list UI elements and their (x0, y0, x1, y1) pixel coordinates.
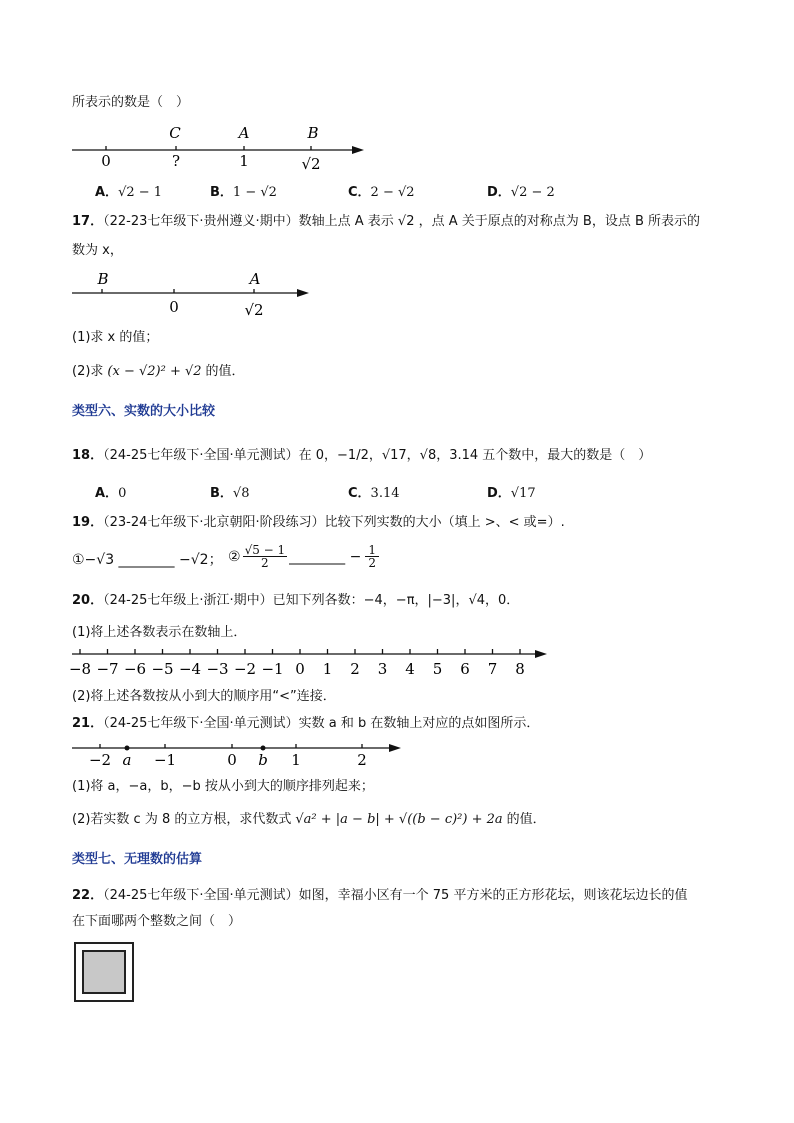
section-heading-type6: 类型六、实数的大小比较 (72, 404, 216, 419)
q16-tick-sqrt2: √2 (301, 155, 321, 173)
blank-line: ________ − (289, 548, 362, 565)
q16-number-line (66, 120, 376, 175)
q17-line2: 数为 x， (72, 243, 123, 258)
q20-tick-label: −1 (261, 660, 284, 678)
question-number: 18． (72, 448, 104, 463)
q18-choice-a[interactable] (95, 487, 126, 500)
q20-tick-label: 7 (487, 660, 498, 678)
q20-tick-label: 4 (405, 660, 415, 678)
choice-letter: C． (348, 185, 371, 200)
item-marker: ② (228, 548, 241, 565)
q16-point-a: A (238, 124, 250, 142)
choice-text: 2 − √2 (370, 185, 415, 200)
q16-choice-c[interactable] (348, 186, 415, 199)
fraction (365, 544, 379, 569)
fraction-denominator: 2 (368, 556, 376, 570)
question-text: （23-24七年级下·北京朝阳·阶段练习）比较下列实数的大小（填上 >、< 或=）. (103, 515, 565, 530)
q20-part1: (1)将上述各数表示在数轴上． (72, 625, 247, 640)
fraction-numerator: 1 (365, 544, 379, 557)
part-prefix: (2)求 (72, 364, 104, 379)
choice-letter: A． (95, 486, 119, 501)
question-number: 19． (72, 515, 104, 530)
q16-choice-a[interactable] (95, 186, 162, 199)
q17-part1: (1)求 x 的值； (72, 330, 159, 345)
q16-point-b: B (307, 124, 319, 142)
q18-text (72, 449, 651, 462)
q17-point-a: A (249, 270, 261, 288)
flower-bed-inner-square (82, 950, 126, 994)
q20-tick-label: −5 (151, 660, 174, 678)
q21-text (72, 717, 539, 730)
question-text: （24-25七年级下·全国·单元测试）如图，幸福小区有一个 75 平方米的正方形花坛，则该花坛边长的值 (103, 888, 688, 903)
q17-point-b: B (97, 270, 109, 288)
q16-tick-question: ? (171, 152, 181, 170)
q16-tick-1: 1 (239, 152, 249, 170)
question-text: （24-25七年级下·全国·单元测试）在 0，−1/2，√17，√8，3.14 五个数中，最大的数是（ ） (103, 448, 652, 463)
q20-tick-label: −3 (206, 660, 229, 678)
choice-text: 1 − √2 (232, 185, 277, 200)
fraction (243, 544, 288, 569)
choice-letter: D． (487, 185, 511, 200)
q21-point-b (261, 746, 266, 751)
choice-text: 0 (118, 486, 127, 501)
choice-letter: A． (95, 185, 119, 200)
q21-point-a (125, 746, 130, 751)
section-heading-type7: 类型七、无理数的估算 (72, 852, 203, 867)
q18-choice-d[interactable] (487, 487, 536, 500)
choice-text: 3.14 (370, 486, 400, 501)
q19-text (72, 516, 565, 529)
choice-letter: D． (487, 486, 511, 501)
q16-tick-0: 0 (101, 152, 111, 170)
part-prefix: (2)若实数 c 为 8 的立方根，求代数式 (72, 812, 292, 827)
q20-number-line (66, 642, 556, 682)
q20-tick-label: 6 (460, 660, 470, 678)
q21-number-line (66, 738, 406, 772)
choice-text: √2 − 2 (510, 185, 555, 200)
q18-choice-c[interactable] (348, 487, 400, 500)
question-text: （24-25七年级上·浙江·期中）已知下列各数：−4，−π，|−3|，√4，0． (103, 593, 520, 608)
q21-part2 (72, 813, 546, 826)
q16-choice-b[interactable] (210, 186, 277, 199)
q16-point-c: C (169, 124, 181, 142)
q17-line1 (72, 215, 700, 228)
q16-stem-tail: 所表示的数是（ ） (72, 95, 190, 110)
question-text: （24-25七年级下·全国·单元测试）实数 a 和 b 在数轴上对应的点如图所示． (103, 716, 540, 731)
part-expression: (x − √2)² + √2 (107, 364, 202, 379)
question-text: （22-23七年级下·贵州遵义·期中）数轴上点 A 表示 √2 ，点 A 关于原点的对称点为 B，设点 B 所表示的 (103, 214, 701, 229)
q20-tick-label: 8 (515, 660, 525, 678)
q18-choice-b[interactable] (210, 487, 249, 500)
q17-number-line (66, 268, 316, 320)
fraction-numerator: √5 − 1 (244, 543, 286, 557)
part-suffix: 的值． (506, 812, 546, 827)
q20-text (72, 594, 519, 607)
q17-tick-0: 0 (169, 298, 179, 316)
q22-line2: 在下面哪两个整数之间（ ） (72, 914, 242, 929)
choice-text: √2 − 1 (118, 185, 163, 200)
question-number: 21． (72, 716, 104, 731)
q21-part1: (1)将 a，−a，b，−b 按从小到大的顺序排列起来； (72, 779, 374, 794)
choice-letter: C． (348, 486, 371, 501)
fraction-denominator: 2 (261, 556, 269, 570)
question-number: 20． (72, 593, 104, 608)
q21-label-b: b (258, 751, 268, 769)
q16-choice-d[interactable] (487, 186, 555, 199)
part-expression: √a² + |a − b| + √((b − c)²) + 2a (295, 812, 503, 827)
q21-tick-1: 1 (291, 751, 301, 769)
question-number: 17． (72, 214, 104, 229)
q17-tick-sqrt2: √2 (244, 301, 264, 319)
q20-tick-label: 3 (377, 660, 388, 678)
q20-tick-label: −6 (123, 660, 147, 678)
question-number: 22． (72, 888, 104, 903)
q20-tick-label: 1 (322, 660, 333, 678)
part-suffix: 的值． (205, 364, 245, 379)
choice-letter: B． (210, 486, 233, 501)
q20-tick-label: −2 (233, 660, 257, 678)
q22-line1 (72, 889, 687, 902)
q20-part2: (2)将上述各数按从小到大的顺序用“<”连接． (72, 689, 336, 704)
q21-tick-2: 2 (357, 751, 367, 769)
q20-tick-label: 5 (432, 660, 443, 678)
q20-tick-label: 2 (350, 660, 360, 678)
q17-part2 (72, 365, 245, 378)
q21-tick-0: 0 (227, 751, 237, 769)
q20-tick-label: −7 (96, 660, 119, 678)
choice-text: √17 (510, 486, 536, 501)
q21-tick-neg1: −1 (153, 751, 177, 769)
q21-tick-neg2: −2 (88, 751, 112, 769)
q19-item1: ①−√3 ________ −√2； (72, 552, 223, 568)
choice-text: √8 (232, 486, 250, 501)
choice-letter: B． (210, 185, 233, 200)
q20-tick-label: 0 (295, 660, 305, 678)
q21-label-a: a (122, 751, 132, 769)
q19-item2 (228, 544, 379, 569)
flower-bed-figure (74, 942, 134, 1002)
q20-tick-label: −4 (178, 660, 202, 678)
q20-tick-label: −8 (68, 660, 92, 678)
